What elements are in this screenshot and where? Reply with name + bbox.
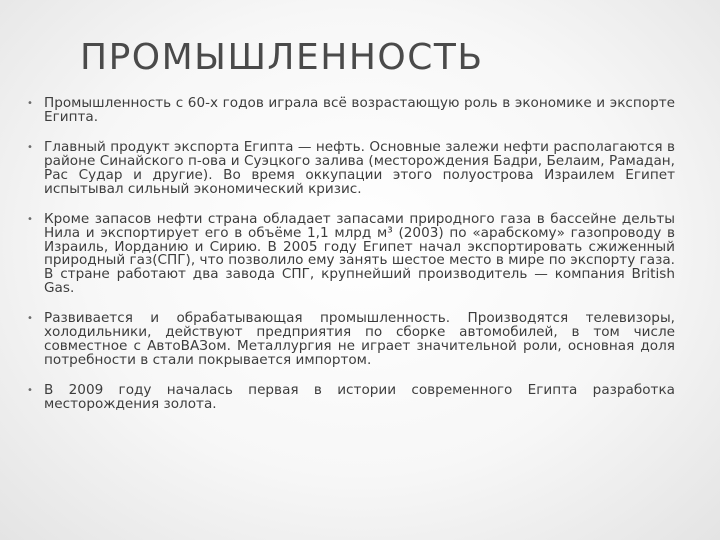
bullet-text: Промышленность с 60-х годов играла всё возрастающую роль в экономике и экспорте Египта. [44,95,675,125]
bullet-item [27,97,675,124]
bullet-item [27,213,675,295]
bullet-item [27,312,675,367]
bullet-marker: • [27,214,33,226]
bullet-text: В 2009 году началась первая в истории современного Египта разработка месторождения золота. [44,382,675,412]
bullet-list [27,97,675,429]
bullet-text: Развивается и обрабатывающая промышленность. Производятся телевизоры, холодильники, действуют предприятия по сборке автомобилей, в том числе совместное с АвтоВАЗом. Металлургия не играет значительной роли, основная доля потребности в стали покрывается импортом. [44,310,675,368]
bullet-marker: • [27,385,33,397]
slide-title: ПРОМЫШЛЕННОСТЬ [80,37,484,78]
bullet-text: Кроме запасов нефти страна обладает запасами природного газа в бассейне дельты Нила и экспортирует его в объёме 1,1 млрд м³ (2003) по «арабскому» газопроводу в Израиль, Иорданию и Сирию. В 2005 году Египет начал экспортировать сжиженный природный газ(СПГ), что позволило ему занять шестое место в мире по экспорту газа. В стране работают два завода СПГ, крупнейший производитель — компания British Gas. [44,211,675,296]
bullet-item [27,384,675,411]
bullet-item [27,141,675,196]
bullet-marker: • [27,313,33,325]
bullet-text: Главный продукт экспорта Египта — нефть. Основные залежи нефти располагаются в районе Синайского п-ова и Суэцкого залива (месторождения Бадри, Белаим, Рамадан, Рас Судар и другие). Во время оккупации этого полуострова Израилем Египет испытывал сильный экономический кризис. [44,139,675,197]
bullet-marker: • [27,98,33,109]
bullet-marker: • [27,142,33,154]
